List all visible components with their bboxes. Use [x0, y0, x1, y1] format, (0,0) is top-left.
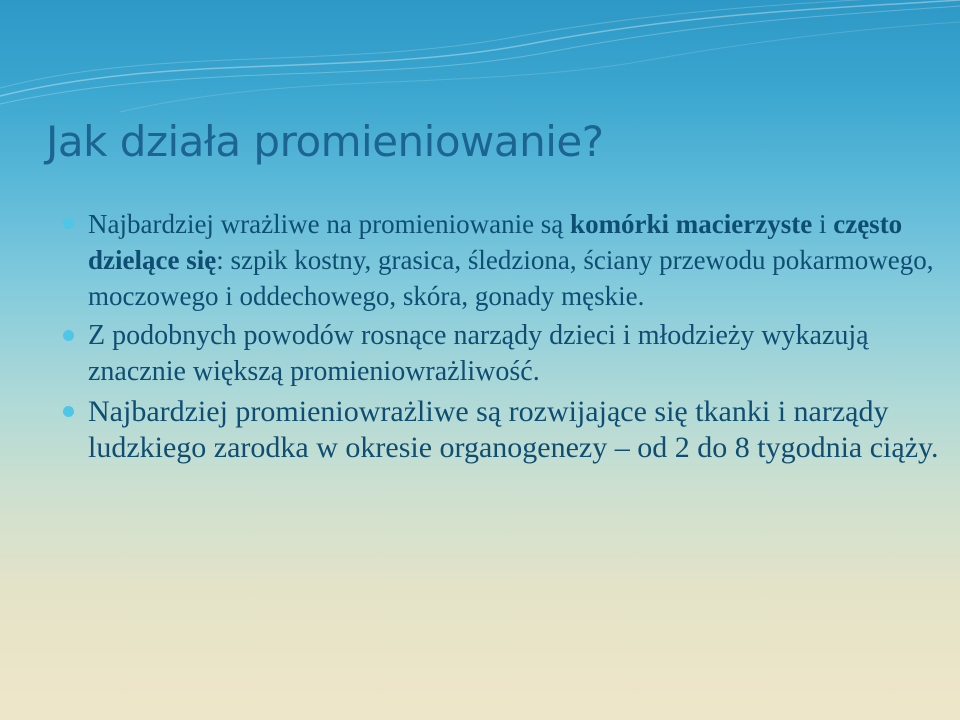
bullet-item	[63, 206, 943, 314]
slide-title: Jak działa promieniowanie?	[46, 117, 604, 166]
bullet-item	[63, 394, 943, 466]
bullet-text-suffix: : szpik kostny, grasica, śledziona, ściany przewodu pokarmowego, moczowego i oddechowego, skóra, gonady męskie.	[88, 245, 934, 311]
bullet-text-bold: komórki macierzyste	[570, 209, 813, 239]
bullet-item	[63, 318, 943, 390]
bullet-dot-icon	[63, 406, 74, 417]
bullet-text: Z podobnych powodów rosnące narządy dzieci i młodzieży wykazują znacznie większą promieniowrażliwość.	[88, 320, 869, 387]
bullet-text-middle: i	[812, 209, 834, 239]
bullet-text: Najbardziej promieniowrażliwe są rozwijające się tkanki i narządy ludzkiego zarodka w okresie organogenezy – od 2 do 8 tygodnia ciąży.	[88, 395, 939, 464]
bullet-text-prefix: Najbardziej wrażliwe na promieniowanie są	[88, 209, 571, 239]
wave-line	[0, 0, 960, 88]
bullet-dot-icon	[63, 218, 74, 229]
wave-line	[0, 6, 960, 104]
bullet-dot-icon	[63, 330, 74, 341]
wave-line	[0, 0, 960, 96]
bullet-text-bold: często dzielące się	[88, 209, 903, 275]
bullet-list	[63, 206, 943, 466]
